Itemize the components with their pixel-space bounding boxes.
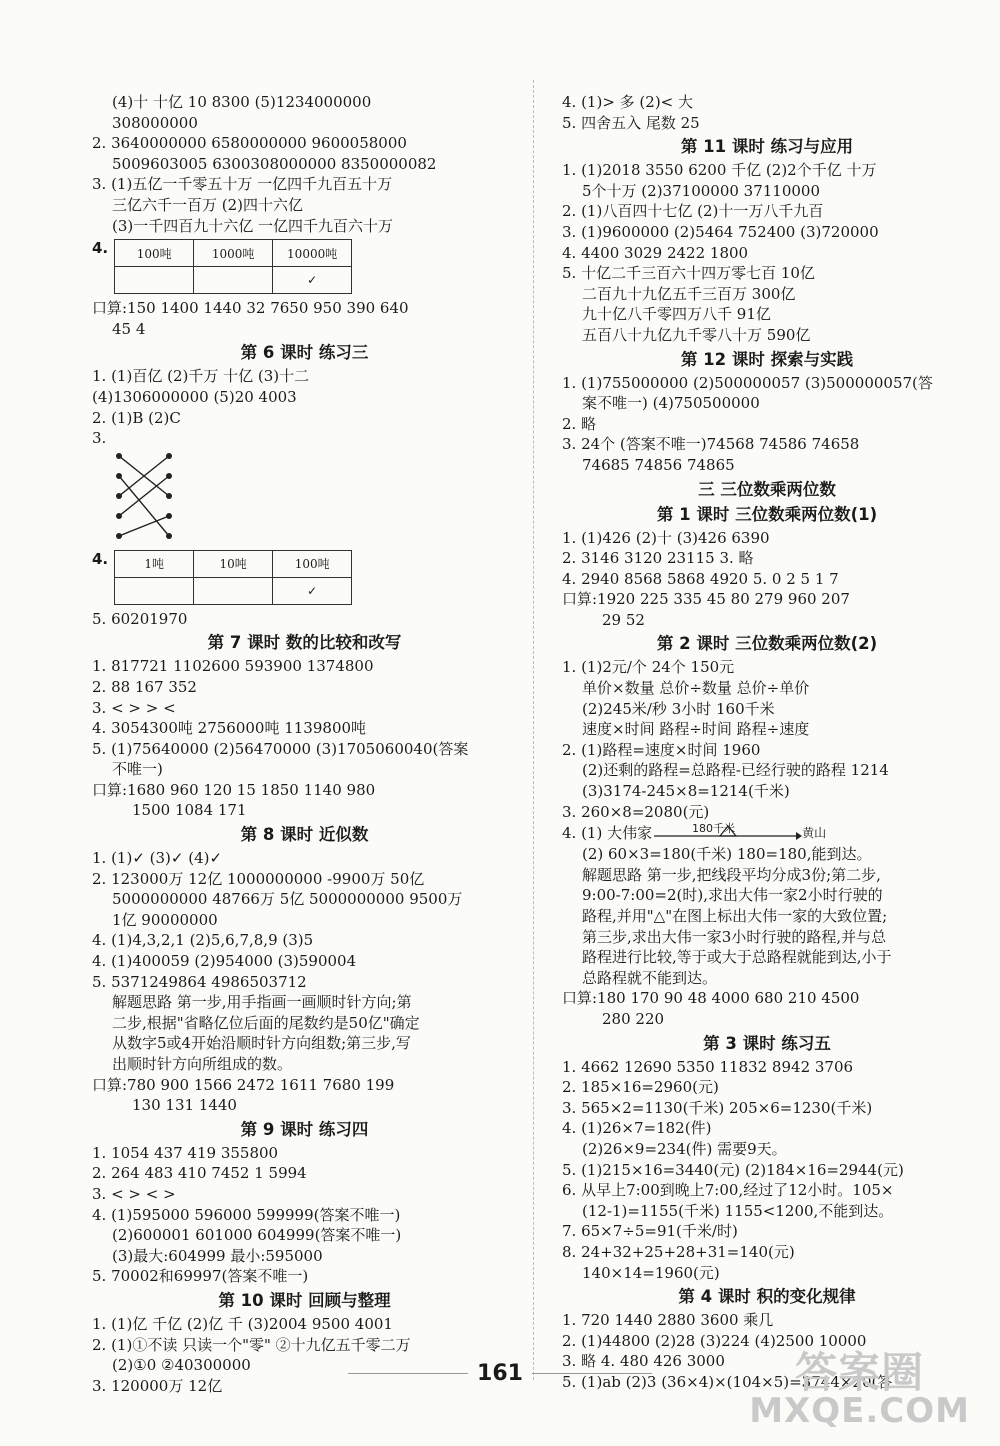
question-number: 4. <box>92 549 109 568</box>
answer-line: 29 52 <box>602 610 645 629</box>
answer-line: 口算:150 1400 1440 32 7650 950 390 640 <box>92 299 409 318</box>
watermark-url: MXQE.COM <box>749 1391 970 1431</box>
answer-line: 4. 2940 8568 5868 4920 5. 0 2 5 1 7 <box>562 569 839 588</box>
answer-line: 1. 720 1440 2880 3600 乘几 <box>562 1311 774 1330</box>
answer-line: 口算:1920 225 335 45 80 279 960 207 <box>562 590 850 609</box>
table-header: 1吨 <box>115 550 194 577</box>
answer-line: 2. (1)路程=速度×时间 1960 <box>562 740 761 759</box>
table-header: 10000吨 <box>273 240 352 267</box>
answer-line: 308000000 <box>112 113 198 132</box>
answer-table-q4 <box>92 239 517 294</box>
answer-line: (2) 60×3=180(千米) 180=180,能到达。 <box>582 845 872 864</box>
answer-line: 1. (1)2018 3550 6200 千亿 (2)2个千亿 十万 <box>562 161 877 180</box>
answer-line: 不唯一) <box>112 760 163 779</box>
table-header: 100吨 <box>115 240 194 267</box>
answer-line: 5个十万 (2)37100000 37110000 <box>582 181 821 200</box>
answer-line: (12-1)=1155(千米) 1155<1200,不能到达。 <box>582 1201 894 1220</box>
answer-table-s6-q4 <box>92 550 517 605</box>
answer-line: 4. (1)595000 596000 599999(答案不唯一) <box>92 1205 401 1224</box>
answer-line: 5. 70002和69997(答案不唯一) <box>92 1267 309 1286</box>
answer-line: 1. (1)✓ (3)✓ (4)✓ <box>92 849 223 868</box>
matching-diagram <box>114 451 517 547</box>
answer-line: 3. < > < > <box>92 1184 176 1203</box>
answer-line: 2. 185×16=2960(元) <box>562 1078 719 1097</box>
answer-line: 280 220 <box>602 1009 665 1028</box>
weight-table <box>114 239 352 294</box>
answer-line: 2. (1)①不读 只读一个"零" ②十九亿五千零二万 <box>92 1335 411 1354</box>
answer-line: 6. 从早上7:00到晚上7:00,经过了12小时。105× <box>562 1181 894 1200</box>
answer-line: 5000000000 48766万 5亿 5000000000 9500万 <box>112 890 463 909</box>
answer-line: 1. (1)亿 千亿 (2)亿 千 (3)2004 9500 4001 <box>92 1314 393 1333</box>
answer-line: 1. (1)2元/个 24个 150元 <box>562 658 735 677</box>
answer-line: 五百八十九亿九千零八十万 590亿 <box>582 325 811 344</box>
answer-line: 从数字5或4开始沿顺时针方向组数;第三步,写 <box>112 1034 411 1053</box>
watermark-logo <box>749 1348 970 1431</box>
answer-line: (2)还剩的路程=总路程-已经行驶的路程 1214 <box>582 761 889 780</box>
watermark-text: 答案圈 <box>795 1348 925 1397</box>
answer-line: 130 131 1440 <box>132 1096 237 1115</box>
answer-line: 解题思路 第一步,把线段平均分成3份;第二步, <box>582 865 881 884</box>
answer-line: 出顺时针方向所组成的数。 <box>112 1055 293 1073</box>
answer-line: (4)1306000000 (5)20 4003 <box>92 387 297 406</box>
answer-line: 2. 3146 3120 23115 3. 略 <box>562 549 754 568</box>
answer-line: 5. 十亿二千三百六十四万零七百 10亿 <box>562 264 815 283</box>
answer-line: 3. <box>92 429 107 448</box>
section-title: 第 1 课时 三位数乘两位数(1) <box>656 504 878 524</box>
check-mark: ✓ <box>273 577 352 604</box>
answer-line: 路程进行比较,等于或大于总路程就能到达,小于 <box>582 948 892 967</box>
section-title: 第 8 课时 近似数 <box>240 825 369 845</box>
answer-line: 口算:780 900 1566 2472 1611 7680 199 <box>92 1075 395 1094</box>
table-cell <box>115 577 194 604</box>
answer-line: 1亿 90000000 <box>112 910 218 929</box>
section-title: 第 9 课时 练习四 <box>240 1119 369 1139</box>
answer-line: 3. 260×8=2080(元) <box>562 802 710 821</box>
answer-line: 1. (1)755000000 (2)500000057 (3)500000057(答 <box>562 373 933 392</box>
section-title: 第 4 课时 积的变化规律 <box>678 1287 856 1307</box>
section-title: 第 3 课时 练习五 <box>703 1033 831 1053</box>
answer-line: 1500 1084 171 <box>132 801 247 820</box>
answer-line: 9:00-7:00=2(时),求出大伟一家2小时行驶的 <box>582 886 883 905</box>
answer-line: 第三步,求出大伟一家3小时行驶的路程,并与总 <box>582 927 887 946</box>
answer-line: 3. < > > < <box>92 698 176 717</box>
section-title: 第 2 课时 三位数乘两位数(2) <box>656 634 878 654</box>
section-title: 第 6 课时 练习三 <box>240 343 369 363</box>
answer-line: 5. 60201970 <box>92 609 188 628</box>
answer-line: 3. (1)五亿一千零五十万 一亿四千九百五十万 <box>92 175 393 194</box>
answer-line: (3)最大:604999 最小:595000 <box>112 1246 323 1265</box>
left-column <box>92 92 517 1396</box>
answer-line: 1. 1054 437 419 355800 <box>92 1143 279 1162</box>
answer-line: 单价×数量 总价÷数量 总价÷单价 <box>582 679 810 698</box>
answer-line: 三亿六千一百万 (2)四十六亿 <box>112 195 304 214</box>
table-header: 100吨 <box>273 550 352 577</box>
table-header: 1000吨 <box>194 240 273 267</box>
answer-line: 7. 65×7÷5=91(千米/时) <box>562 1222 738 1241</box>
answer-line: 1. (1)百亿 (2)千万 十亿 (3)十二 <box>92 367 310 386</box>
answer-line: 2. 123000万 12亿 1000000000 -9900万 50亿 <box>92 869 425 888</box>
answer-line: (3)一千四百九十六亿 一亿四千九百六十万 <box>112 216 394 235</box>
answer-line: 3. (1)9600000 (2)5464 752400 (3)720000 <box>562 222 879 241</box>
answer-line: (2)245米/秒 3小时 160千米 <box>582 699 775 718</box>
answer-line: 总路程就不能到达。 <box>582 968 718 987</box>
answer-line: 九十亿八千零四万八千 91亿 <box>582 305 771 324</box>
question-number: 4. <box>92 239 109 258</box>
answer-line: 3. 120000万 12亿 <box>92 1376 223 1395</box>
answer-line: 2. (1)B (2)C <box>92 408 181 427</box>
answer-line: 2. 3640000000 6580000000 9600058000 <box>92 134 407 153</box>
section-title: 第 10 课时 回顾与整理 <box>218 1290 391 1310</box>
answer-line: 1. 4662 12690 5350 11832 8942 3706 <box>562 1057 854 1076</box>
table-cell <box>194 577 273 604</box>
answer-line: 5. (1)ab (2)3 (36×4)×(104×5)=3744×20(答 <box>562 1372 893 1391</box>
answer-line: 二百九十九亿五千三百万 300亿 <box>582 284 796 303</box>
answer-line: 74685 74856 74865 <box>582 455 735 474</box>
answer-line: 140×14=1960(元) <box>582 1263 720 1282</box>
answer-line: 1. 817721 1102600 593900 1374800 <box>92 657 374 676</box>
route-diagram <box>562 822 826 844</box>
answer-line: 3. 565×2=1130(千米) 205×6=1230(千米) <box>562 1098 873 1117</box>
answer-line: 口算:180 170 90 48 4000 680 210 4500 <box>562 989 860 1008</box>
route-line <box>652 822 802 844</box>
column-divider <box>533 80 534 1380</box>
answer-line: 解题思路 第一步,用手指画一画顺时针方向;第 <box>112 993 412 1012</box>
answer-line: 4. (1)26×7=182(件) <box>562 1119 712 1138</box>
answer-line: 2. 略 <box>562 414 597 433</box>
table-cell <box>194 267 273 294</box>
answer-line: 4. 4400 3029 2422 1800 <box>562 243 749 262</box>
answer-line: 2. 88 167 352 <box>92 677 197 696</box>
answer-line: (2)①0 ②40300000 <box>112 1356 251 1375</box>
answer-line: (4)十 十亿 10 8300 (5)1234000000 <box>112 93 372 111</box>
answer-line: 5009603005 6300308000000 8350000082 <box>112 154 437 173</box>
answer-line: 4. (1)4,3,2,1 (2)5,6,7,8,9 (3)5 <box>92 931 314 950</box>
unit-title: 三 三位数乘两位数 <box>698 479 836 499</box>
answer-line: 4. 3054300吨 2756000吨 1139800吨 <box>92 719 367 738</box>
check-mark: ✓ <box>273 267 352 294</box>
answer-line: 4. (1)> 多 (2)< 大 <box>562 93 694 111</box>
answer-line: 1. (1)426 (2)十 (3)426 6390 <box>562 528 770 547</box>
section-title: 第 7 课时 数的比较和改写 <box>207 633 402 653</box>
table-header: 10吨 <box>194 550 273 577</box>
page-number: 161 <box>470 1353 530 1393</box>
answer-line: 案不唯一) (4)750500000 <box>582 394 760 413</box>
answer-line: 8. 24+32+25+28+31=140(元) <box>562 1242 795 1261</box>
weight-table <box>114 550 352 605</box>
answer-line: 5. (1)215×16=3440(元) (2)184×16=2944(元) <box>562 1160 904 1179</box>
right-column <box>562 92 972 1397</box>
answer-line: 速度×时间 路程÷时间 路程÷速度 <box>582 720 810 739</box>
route-start-label: 4. (1) 大伟家 <box>562 823 653 842</box>
answer-line: 2. (1)44800 (2)28 (3)224 (4)2500 10000 <box>562 1331 867 1350</box>
answer-line: 口算:1680 960 120 15 1850 1140 980 <box>92 780 376 799</box>
answer-line: 5. 四舍五入 尾数 25 <box>562 113 700 132</box>
answer-line: (2)26×9=234(件) 需要9天。 <box>582 1139 787 1158</box>
answer-line: 二步,根据"省略亿位后面的尾数约是50亿"确定 <box>112 1013 420 1032</box>
route-distance: 180千米 <box>692 822 736 836</box>
answer-line: 5. (1)75640000 (2)56470000 (3)1705060040(答案 <box>92 739 469 758</box>
answer-line: 4. (1)400059 (2)954000 (3)590004 <box>92 952 357 971</box>
answer-line: 5. 5371249864 4986503712 <box>92 972 307 991</box>
answer-line: (3)3174-245×8=1214(千米) <box>582 782 790 801</box>
answer-line: (2)600001 601000 604999(答案不唯一) <box>112 1226 402 1245</box>
section-title: 第 12 课时 探索与实践 <box>680 349 854 369</box>
table-cell <box>115 267 194 294</box>
section-title: 第 11 课时 练习与应用 <box>680 137 854 157</box>
answer-line: 路程,并用"△"在图上标出大伟一家的大致位置; <box>582 907 888 925</box>
answer-line: 45 4 <box>112 319 146 338</box>
route-end-label: 黄山 <box>802 825 827 840</box>
answer-line: 3. 24个 (答案不唯一)74568 74586 74658 <box>562 435 860 454</box>
answer-line: 3. 略 4. 480 426 3000 <box>562 1352 725 1371</box>
answer-line: 2. 264 483 410 7452 1 5994 <box>92 1164 307 1183</box>
answer-line: 2. (1)八百四十七亿 (2)十一万八千九百 <box>562 202 824 221</box>
